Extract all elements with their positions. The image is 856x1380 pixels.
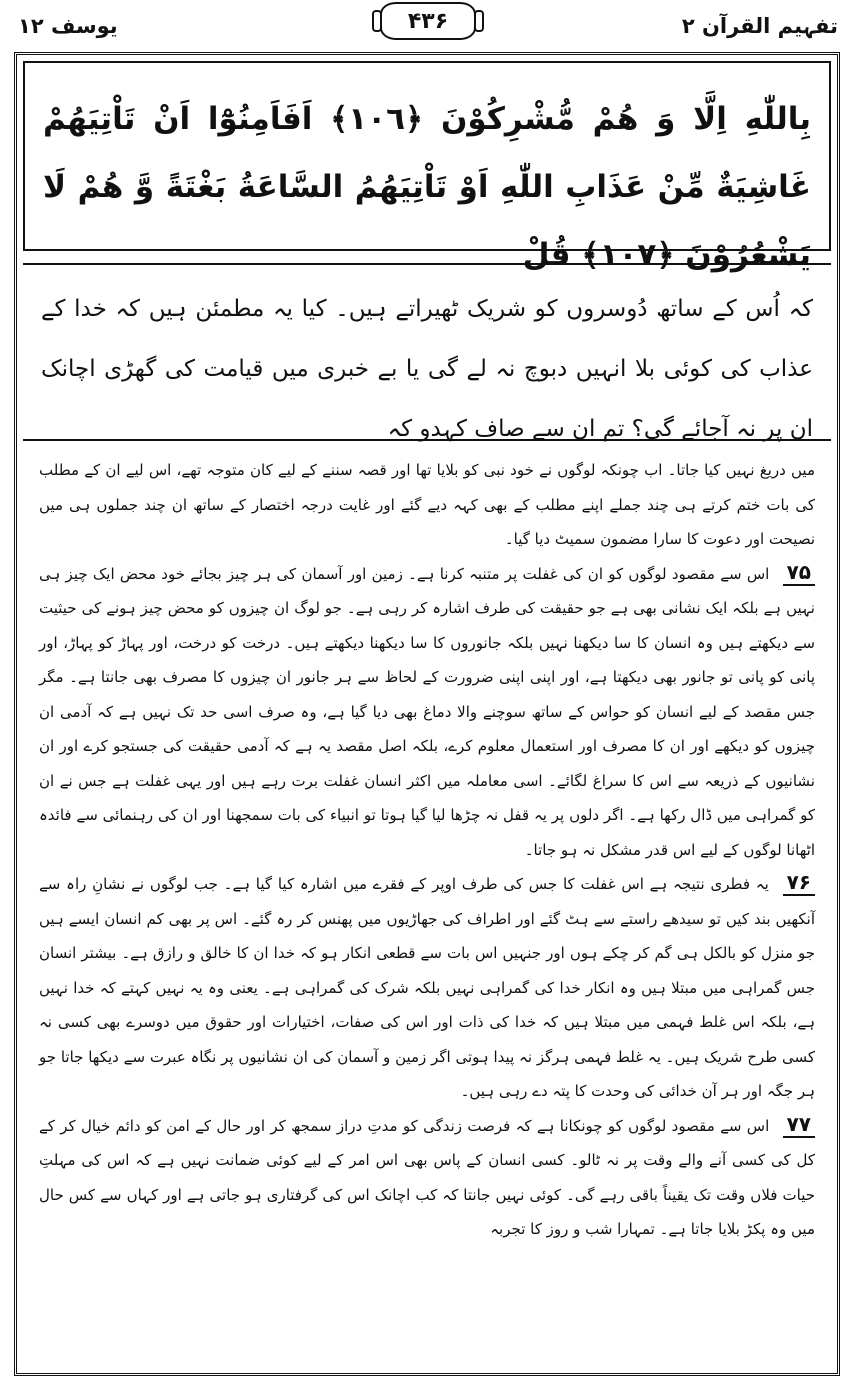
page-frame (14, 52, 840, 1376)
footnote-76 (39, 867, 815, 1109)
footnote-text: اس سے مقصود لوگوں کو چونکانا ہے کہ فرصت زندگی کو مدتِ دراز سمجھ کر اور حال کے امن کو دائم خیال کر کے کل کی کسی آنے والے وقت پر نہ ٹالو۔ کسی انسان کے پاس بھی اس امر کے لیے کوئی ضمانت نہیں ہے کہ اس کی مہلتِ حیات فلاں وقت تک یقیناً باقی رہے گی۔ کوئی نہیں جانتا کہ کب اچانک اس کی گرفتاری ہو جاتی ہے اور کہاں سے کس حال میں وہ پکڑ بلایا جاتا ہے۔ تمہارا شب و روز کا تجربہ (39, 1116, 815, 1238)
commentary-section (39, 453, 815, 1247)
commentary-intro: میں دریغ نہیں کیا جاتا۔ اب چونکہ لوگوں نے خود نبی کو بلایا تھا اور قصہ سننے کے لیے کان متوجہ تھے، اس لیے ان کے مطلب کی بات ختم کرتے ہی چند جملے اپنے مطلب کے بھی کہہ دیے گئے اور غایت درجہ اختصار کے ساتھ ان چند جملوں ہی میں نصیحت اور دعوت کا سارا مضمون سمیٹ دیا گیا۔ (39, 461, 815, 548)
footnote-marker: ۷۵ (783, 560, 815, 586)
page-number: ۴۳۶ (407, 8, 449, 34)
urdu-translation-box (23, 263, 831, 441)
urdu-translation-text: کہ اُس کے ساتھ دُوسروں کو شریک ٹھیراتے ہیں۔ کیا یہ مطمئن ہیں کہ خدا کے عذاب کی کوئی بلا انہیں دبوچ نہ لے گی یا بے خبری میں قیامت کی گھڑی اچانک ان پر نہ آجائے گی؟ تم ان سے صاف کہدو کہ (41, 296, 813, 442)
footnote-77 (39, 1109, 815, 1247)
book-title: تفہیم القرآن ۲ (681, 14, 838, 38)
page-number-medallion (380, 2, 476, 40)
footnote-75 (39, 557, 815, 868)
arabic-verse-text: بِاللّٰهِ اِلَّا وَ هُمْ مُّشْرِكُوْنَ ﴿١٠٦﴾ اَفَاَمِنُوْٓا اَنْ تَاْتِيَهُمْ غَاشِيَةٌ مِّنْ عَذَابِ اللّٰهِ اَوْ تَاْتِيَهُمُ السَّاعَةُ بَغْتَةً وَّ هُمْ لَا يَشْعُرُوْنَ ﴿١٠٧﴾ قُلْ (43, 101, 811, 273)
arabic-verse-box (23, 61, 831, 273)
footnote-text: اس سے مقصود لوگوں کو ان کی غفلت پر متنبہ کرنا ہے۔ زمین اور آسمان کی ہر چیز بجائے خود محض ایک چیز ہی نہیں ہے بلکہ ایک نشانی بھی ہے جو حقیقت کی طرف اشارہ کر رہی ہے۔ جو لوگ ان چیزوں کو محض چیز ہونے کی حیثیت سے دیکھتے ہیں وہ انسان کا سا دیکھنا نہیں بلکہ جانوروں کا سا دیکھنا دیکھتے ہیں۔ درخت کو درخت، اور پہاڑ کو پہاڑ، اور پانی کو پانی تو جانور بھی دیکھتا ہے، اور اپنی اپنی ضرورت کے لحاظ سے ہر جانور ان چیزوں کا مصرف بھی جانتا ہے۔ مگر جس مقصد کے لیے انسان کو حواس کے ساتھ سوچنے والا دماغ بھی دیا گیا ہے، وہ صرف اسی حد تک نہیں ہے کہ آدمی ان چیزوں کو دیکھے اور ان کا مصرف اور استعمال معلوم کرے، بلکہ اصل مقصد یہ ہے کہ آدمی حقیقت کی جستجو کرے اور ان نشانیوں کے ذریعہ سے اس کا سراغ لگائے۔ اسی معاملہ میں اکثر انسان غفلت برت رہے ہیں اور یہی غفلت ہے جس نے ان کو گمراہی میں ڈال رکھا ہے۔ اگر دلوں پر یہ قفل نہ چڑھا لیا گیا ہوتا تو انبیاء کی بات سمجھنا اور ان کی رہنمائی سے فائدہ اٹھانا لوگوں کے لیے اس قدر مشکل نہ ہو جاتا۔ (39, 564, 815, 859)
footnote-marker: ۷۶ (783, 870, 815, 896)
surah-name: یوسف ۱۲ (18, 14, 118, 38)
footnote-marker: ۷۷ (783, 1112, 815, 1138)
footnote-text: یہ فطری نتیجہ ہے اس غفلت کا جس کی طرف اوپر کے فقرے میں اشارہ کیا گیا ہے۔ جب لوگوں نے نشانِ راہ سے آنکھیں بند کیں تو سیدھے راستے سے ہٹ گئے اور اطراف کی جھاڑیوں میں پھنس کر رہ گئے۔ اس پر بھی کم انسان ایسے ہیں جو منزل کو بالکل ہی گم کر چکے ہوں اور جنہیں اس بات سے قطعی انکار ہو کہ خدا ان کا خالق و رازق ہے۔ بیشتر انسان جس گمراہی میں مبتلا ہیں وہ انکار خدا کی گمراہی نہیں بلکہ شرک کی گمراہی ہے۔ یعنی وہ یہ نہیں کہتے کہ خدا نہیں ہے، بلکہ اس غلط فہمی میں مبتلا ہیں کہ خدا کی ذات اور اس کی صفات، اختیارات اور حقوق میں دوسرے بھی کسی نہ کسی طرح شریک ہیں۔ یہ غلط فہمی ہرگز نہ پیدا ہوتی اگر زمین و آسمان کی ان نشانیوں پر نگاہ عبرت سے دیکھا جاتا جو ہر جگہ اور ہر آن خدائی کی وحدت کا پتہ دے رہی ہیں۔ (39, 875, 815, 1100)
